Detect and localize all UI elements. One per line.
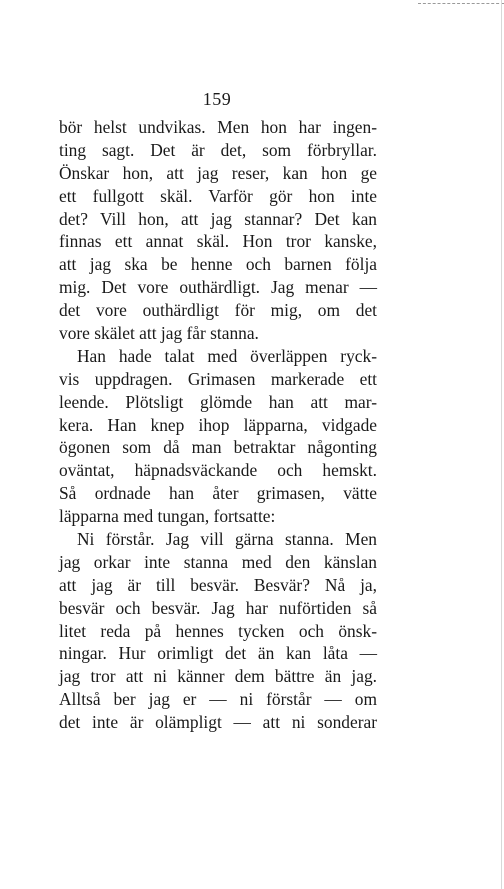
text-line: att jag är till besvär. Besvär? Nå ja,	[59, 574, 377, 595]
text-line: ögonen som då man betraktar någonting	[59, 437, 377, 458]
text-line: det? Vill hon, att jag stannar? Det kan	[59, 208, 377, 229]
text-line: mig. Det vore outhärdligt. Jag menar —	[59, 277, 377, 298]
page-number: 159	[202, 89, 232, 109]
text-line: jag tror att ni känner dem bättre än jag.	[59, 666, 377, 687]
text-line: ningar. Hur orimligt det än kan låta —	[59, 643, 377, 664]
text-line: ting sagt. Det är det, som förbryllar.	[59, 139, 377, 160]
text-line: kera. Han knep ihop läpparna, vidgade	[59, 414, 377, 435]
text-line: Han hade talat med överläppen ryck-	[77, 345, 377, 366]
text-line: besvär och besvär. Jag har nuförtiden så	[59, 597, 377, 618]
text-line: läpparna med tungan, fortsatte:	[59, 506, 276, 527]
text-line: litet reda på hennes tycken och önsk-	[59, 620, 377, 641]
text-line: leende. Plötsligt glömde han att mar-	[59, 391, 377, 412]
text-line: vore skälet att jag får stanna.	[59, 323, 259, 344]
text-line: att jag ska be henne och barnen följa	[59, 254, 377, 275]
right-edge-rule	[501, 0, 502, 889]
text-line: oväntat, häpnadsväckande och hemskt.	[59, 460, 377, 481]
text-line: Alltså ber jag er — ni förstår — om	[59, 689, 377, 710]
text-line: Ni förstår. Jag vill gärna stanna. Men	[77, 529, 377, 550]
paragraph	[59, 345, 377, 528]
text-line: vis uppdragen. Grimasen markerade ett	[59, 368, 377, 389]
paragraph	[59, 116, 377, 345]
text-line: Så ordnade han åter grimasen, vätte	[59, 483, 377, 504]
top-edge-rule	[418, 3, 504, 4]
text-line: Önskar hon, att jag reser, kan hon ge	[59, 162, 377, 183]
paragraph	[59, 528, 377, 734]
text-line: bör helst undvikas. Men hon har ingen-	[59, 117, 377, 137]
text-line: finnas ett annat skäl. Hon tror kanske,	[59, 231, 377, 252]
text-line: ett fullgott skäl. Varför gör hon inte	[59, 185, 377, 206]
text-line: det inte är olämpligt — att ni sonderar	[59, 712, 377, 733]
body-text	[59, 116, 377, 734]
text-line: det vore outhärdligt för mig, om det	[59, 300, 377, 321]
text-line: jag orkar inte stanna med den känslan	[59, 551, 377, 572]
